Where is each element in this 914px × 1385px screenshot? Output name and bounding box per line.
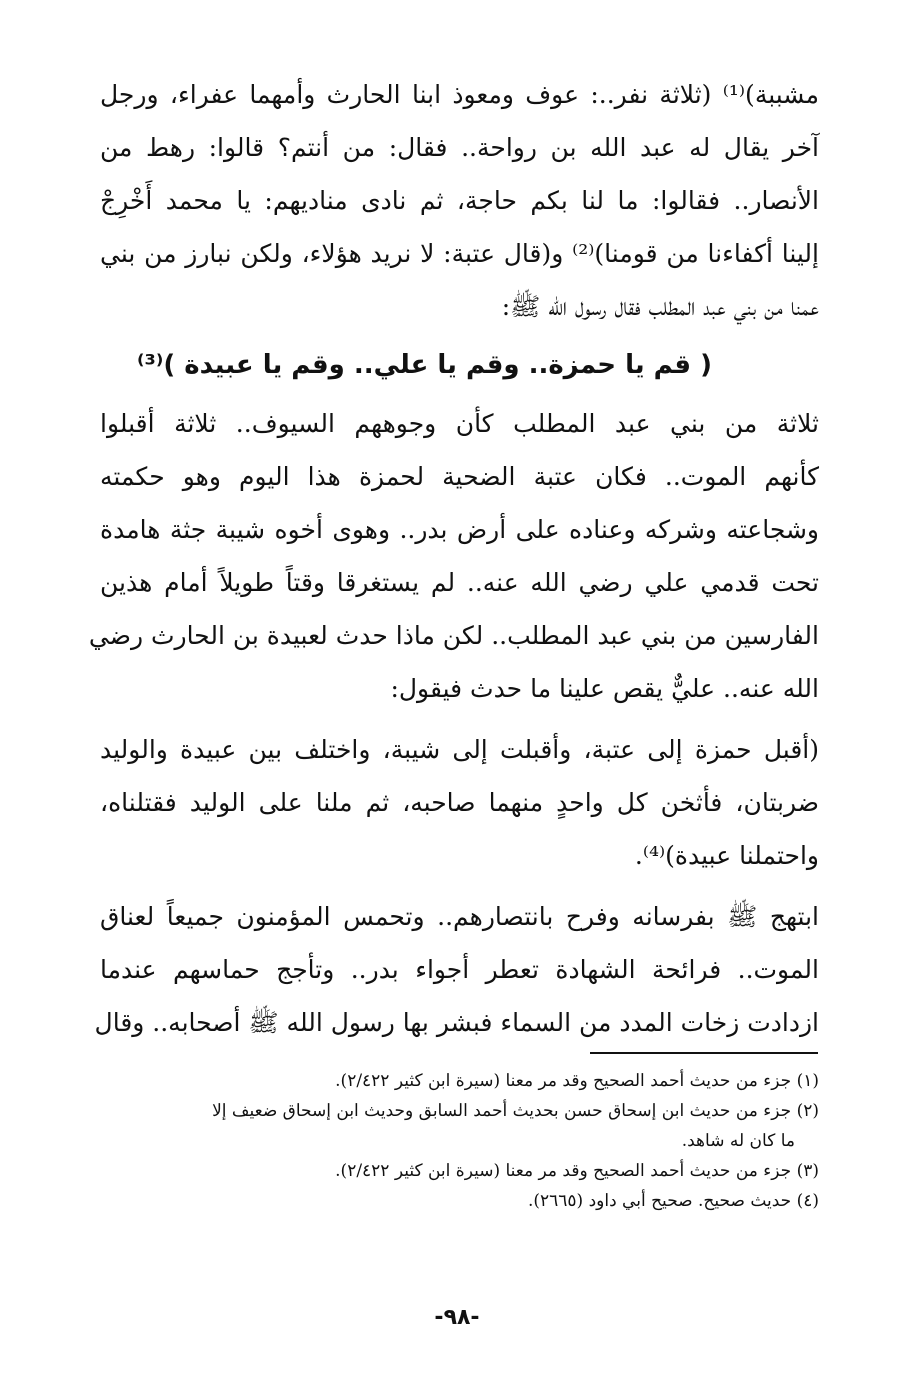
- section-heading: ( قم يا حمزة.. وقم يا علي.. وقم يا عبيدة )⁽³⁾: [136, 350, 713, 380]
- page-number: -٩٨-: [434, 1305, 480, 1330]
- text-line: عمنا من بني عبد المطلب فقال رسول الله ﷺ:: [501, 292, 819, 321]
- footnote-2-continued: ما كان له شاهد.: [681, 1131, 795, 1151]
- footnote-4: (٤) حديث صحيح. صحيح أبي داود (٢٦٦٥).: [527, 1191, 819, 1211]
- footnotes: [100, 1066, 819, 1216]
- text-line: ابتهج ﷺ بفرسانه وفرح بانتصارهم.. وتحمس المؤمنون جميعاً لعناق: [100, 902, 819, 931]
- text-line: الموت.. فرائحة الشهادة تعطر أجواء بدر.. وتأجج حماسهم عندما: [100, 955, 819, 984]
- text-line: الفارسين من بني عبد المطلب.. لكن ماذا حدث لعبيدة بن الحارث رضي: [88, 621, 819, 650]
- footnote-2: (٢) جزء من حديث ابن إسحاق حسن بحديث أحمد السابق وحديث ابن إسحاق ضعيف إلا: [212, 1101, 819, 1121]
- paragraph-gap: [100, 715, 819, 723]
- text-line: الأنصار.. فقالوا: ما لنا بكم حاجة، ثم نادى مناديهم: يا محمد أَخْرِجْ: [100, 186, 819, 215]
- footnote-1: (١) جزء من حديث أحمد الصحيح وقد مر معنا (سيرة ابن كثير ٢/٤٢٢).: [335, 1071, 819, 1091]
- text-line: (أقبل حمزة إلى عتبة، وأقبلت إلى شيبة، واختلف بين عبيدة والوليد: [100, 735, 819, 764]
- footnote-divider: [590, 1052, 818, 1054]
- paragraph-4: [94, 890, 819, 1049]
- text-line: ثلاثة من بني عبد المطلب كأن وجوههم السيوف.. ثلاثة أقبلوا: [100, 409, 819, 438]
- footnote-3: (٣) جزء من حديث أحمد الصحيح وقد مر معنا (سيرة ابن كثير ٢/٤٢٢).: [335, 1161, 819, 1181]
- text-line: إلينا أكفاءنا من قومنا)⁽²⁾ و(قال عتبة: لا نريد هؤلاء، ولكن نبارز من بني: [100, 239, 819, 268]
- text-line: ازدادت زخات المدد من السماء فبشر بها رسول الله ﷺ أصحابه.. وقال: [94, 1008, 819, 1037]
- text-line: ضربتان، فأثخن كل واحدٍ منهما صاحبه، ثم ملنا على الوليد فقتلناه،: [100, 788, 819, 817]
- paragraph-gap: [100, 882, 819, 890]
- body-text: [88, 68, 819, 1049]
- paragraph-1: [100, 68, 819, 333]
- text-line: آخر يقال له عبد الله بن رواحة.. فقال: من أنتم؟ قالوا: رهط من: [100, 133, 819, 162]
- text-line: مشببة)⁽¹⁾ (ثلاثة نفر..: عوف ومعوذ ابنا الحارث وأمهما عفراء، ورجل: [100, 80, 819, 109]
- text-line: وشجاعته وشركه وعناده على أرض بدر.. وهوى أخوه شيبة جثة هامدة: [100, 515, 819, 544]
- text-line: واحتملنا عبيدة)⁽⁴⁾.: [634, 841, 819, 870]
- text-line: الله عنه.. عليٌّ يقص علينا ما حدث فيقول:: [390, 674, 819, 703]
- paragraph-2: [88, 397, 819, 715]
- text-line: كأنهم الموت.. فكان عتبة الضحية لحمزة هذا اليوم وهو حكمته: [100, 462, 819, 491]
- text-line: تحت قدمي علي رضي الله عنه.. لم يستغرقا وقتاً طويلاً أمام هذين: [100, 568, 819, 597]
- paragraph-3: [100, 723, 819, 882]
